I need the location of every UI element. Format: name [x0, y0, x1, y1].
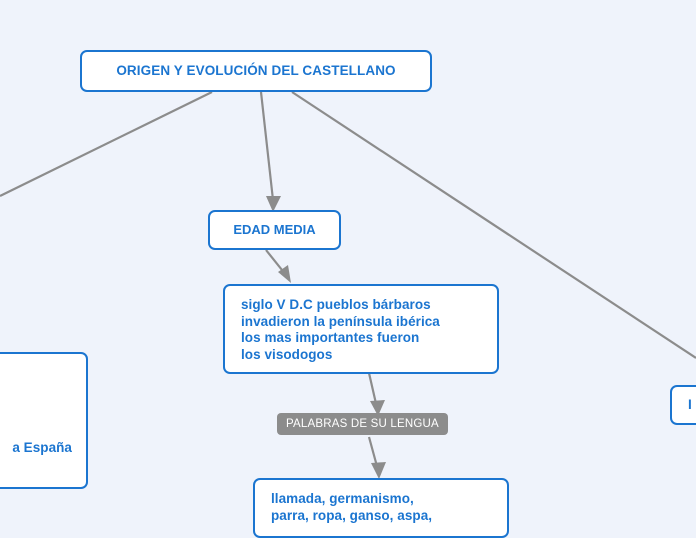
node-siglo-v[interactable] — [223, 284, 499, 374]
node-siglo-v-line-4: los visodogos — [241, 346, 333, 362]
arrowhead-llamada — [371, 462, 386, 479]
node-root-label: ORIGEN Y EVOLUCIÓN DEL CASTELLANO — [116, 62, 396, 78]
node-right-clipped-label: I — [688, 396, 692, 412]
edge-siglo-v-to-palabras — [369, 373, 377, 408]
node-llamada-germanismo[interactable] — [253, 478, 509, 538]
node-left-clipped-line-1: a España — [12, 439, 72, 455]
edge-root-to-edad-media — [261, 92, 273, 200]
node-edad-media-label: EDAD MEDIA — [233, 222, 316, 237]
node-siglo-v-line-2: invadieron la península ibérica — [241, 313, 440, 329]
edge-palabras-to-llamada — [369, 437, 378, 470]
arrowhead-siglo-v — [278, 265, 291, 283]
node-left-clipped[interactable] — [0, 352, 88, 489]
node-siglo-v-line-3: los mas importantes fueron — [241, 330, 420, 346]
node-edad-media[interactable] — [208, 210, 341, 250]
node-siglo-v-line-1: siglo V D.C pueblos bárbaros — [241, 297, 431, 312]
node-llamada-line-1: llamada, germanismo, — [271, 491, 414, 506]
label-palabras-de-su-lengua[interactable] — [277, 413, 448, 435]
edge-edad-media-to-siglo-v — [266, 250, 286, 275]
edge-root-to-left — [0, 92, 212, 196]
node-llamada-line-2: parra, ropa, ganso, aspa, — [271, 507, 433, 523]
node-right-clipped[interactable] — [670, 385, 696, 425]
label-palabras-text: PALABRAS DE SU LENGUA — [286, 418, 439, 430]
node-root[interactable] — [80, 50, 432, 92]
